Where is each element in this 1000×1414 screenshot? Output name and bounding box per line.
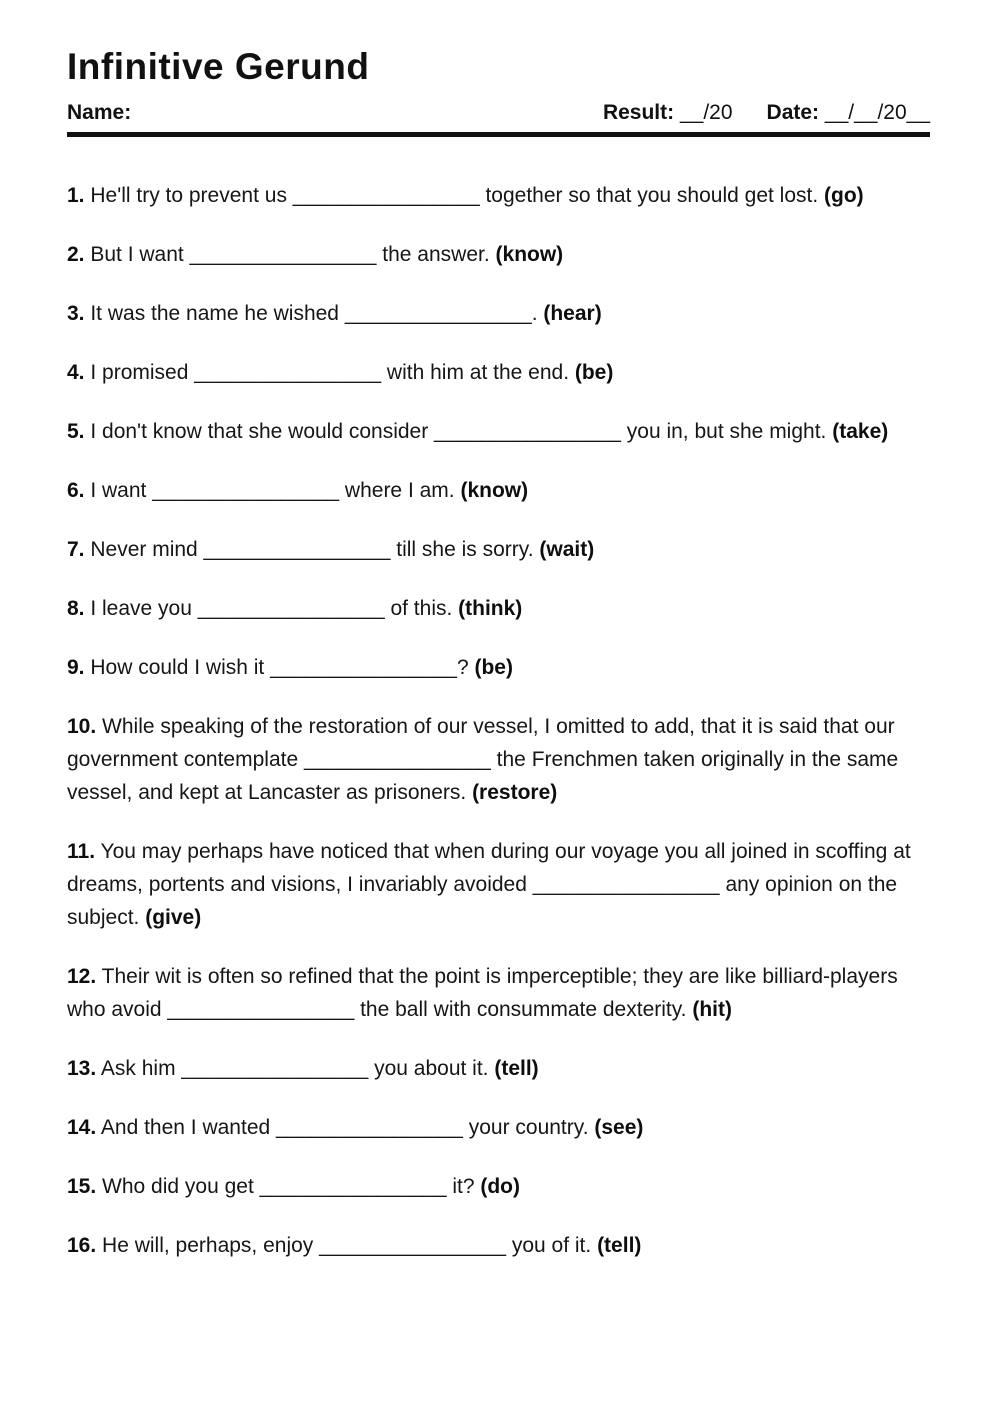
header-row bbox=[67, 101, 930, 125]
question-verb-hint: (take) bbox=[832, 420, 889, 443]
question-number: 5. bbox=[67, 420, 85, 443]
question-text: I leave you ________________ of this. bbox=[84, 597, 459, 620]
date-value: __/__/20__ bbox=[824, 101, 930, 124]
question-verb-hint: (hear) bbox=[543, 302, 602, 325]
question-number: 4. bbox=[67, 361, 85, 384]
question bbox=[67, 592, 930, 625]
question-number: 13. bbox=[67, 1057, 97, 1080]
page-title: Infinitive Gerund bbox=[67, 46, 370, 87]
question-number: 10. bbox=[67, 715, 97, 738]
question-text: You may perhaps have noticed that when during our voyage you all joined in scoffing at dreams, portents and visions, I invariably avoided ________________ any opinion on the subject. bbox=[67, 840, 911, 929]
question-verb-hint: (restore) bbox=[472, 781, 558, 804]
question-number: 6. bbox=[67, 479, 85, 502]
question-number: 15. bbox=[67, 1175, 97, 1198]
question bbox=[67, 238, 930, 271]
question-verb-hint: (do) bbox=[480, 1175, 521, 1198]
result-field bbox=[603, 101, 733, 125]
question bbox=[67, 960, 930, 1026]
question bbox=[67, 1170, 930, 1203]
question-text: He will, perhaps, enjoy ________________ you of it. bbox=[96, 1234, 598, 1257]
question-text: Who did you get ________________ it? bbox=[96, 1175, 481, 1198]
question-text: Ask him ________________ you about it. bbox=[96, 1057, 495, 1080]
result-value: __/20 bbox=[679, 101, 733, 124]
question-verb-hint: (know) bbox=[460, 479, 529, 502]
question-verb-hint: (hit) bbox=[692, 998, 733, 1021]
question-text: He'll try to prevent us ________________ together so that you should get lost. bbox=[84, 184, 825, 207]
question-number: 12. bbox=[67, 965, 97, 988]
question-verb-hint: (be) bbox=[574, 361, 614, 384]
question-verb-hint: (go) bbox=[824, 184, 864, 207]
question-text: Their wit is often so refined that the point is imperceptible; they are like billiard-players who avoid ________________ the ball with consummate dexterity. bbox=[67, 965, 898, 1021]
question-text: And then I wanted ________________ your country. bbox=[96, 1116, 595, 1139]
question bbox=[67, 179, 930, 212]
question bbox=[67, 1111, 930, 1144]
question bbox=[67, 356, 930, 389]
question-verb-hint: (see) bbox=[594, 1116, 644, 1139]
question-number: 3. bbox=[67, 302, 85, 325]
question bbox=[67, 415, 930, 448]
question bbox=[67, 297, 930, 330]
header-right bbox=[603, 101, 930, 125]
question-number: 16. bbox=[67, 1234, 97, 1257]
question-number: 2. bbox=[67, 243, 85, 266]
question-text: I don't know that she would consider ________________ you in, but she might. bbox=[84, 420, 833, 443]
name-label: Name: bbox=[67, 101, 132, 124]
question bbox=[67, 533, 930, 566]
question-text: How could I wish it ________________? bbox=[84, 656, 475, 679]
question-number: 8. bbox=[67, 597, 85, 620]
header-divider bbox=[67, 132, 930, 137]
question-number: 14. bbox=[67, 1116, 97, 1139]
question-verb-hint: (know) bbox=[495, 243, 564, 266]
question-number: 1. bbox=[67, 184, 85, 207]
question-verb-hint: (be) bbox=[474, 656, 513, 679]
question bbox=[67, 1229, 930, 1262]
question bbox=[67, 835, 930, 934]
question bbox=[67, 474, 930, 507]
question-verb-hint: (give) bbox=[145, 906, 202, 929]
result-label: Result: bbox=[602, 101, 675, 124]
question-text: While speaking of the restoration of our vessel, I omitted to add, that it is said that our government contemplate ________________ the Frenchmen taken originally in the same vessel, and kept at Lancaster as prisoners. bbox=[67, 715, 899, 804]
question-number: 7. bbox=[67, 538, 85, 561]
question-list bbox=[67, 179, 930, 1262]
question-text: Never mind ________________ till she is sorry. bbox=[84, 538, 540, 561]
question-number: 9. bbox=[67, 656, 85, 679]
question-text: But I want ________________ the answer. bbox=[84, 243, 496, 266]
question-verb-hint: (think) bbox=[458, 597, 523, 620]
question bbox=[67, 710, 930, 809]
question-text: It was the name he wished ________________. bbox=[84, 302, 544, 325]
question-number: 11. bbox=[67, 840, 96, 863]
question-text: I promised ________________ with him at the end. bbox=[84, 361, 575, 384]
question-verb-hint: (tell) bbox=[494, 1057, 539, 1080]
date-label: Date: bbox=[766, 101, 820, 124]
date-field bbox=[767, 101, 930, 125]
question-verb-hint: (tell) bbox=[597, 1234, 642, 1257]
question-verb-hint: (wait) bbox=[539, 538, 595, 561]
question bbox=[67, 651, 930, 684]
question-text: I want ________________ where I am. bbox=[84, 479, 461, 502]
question bbox=[67, 1052, 930, 1085]
